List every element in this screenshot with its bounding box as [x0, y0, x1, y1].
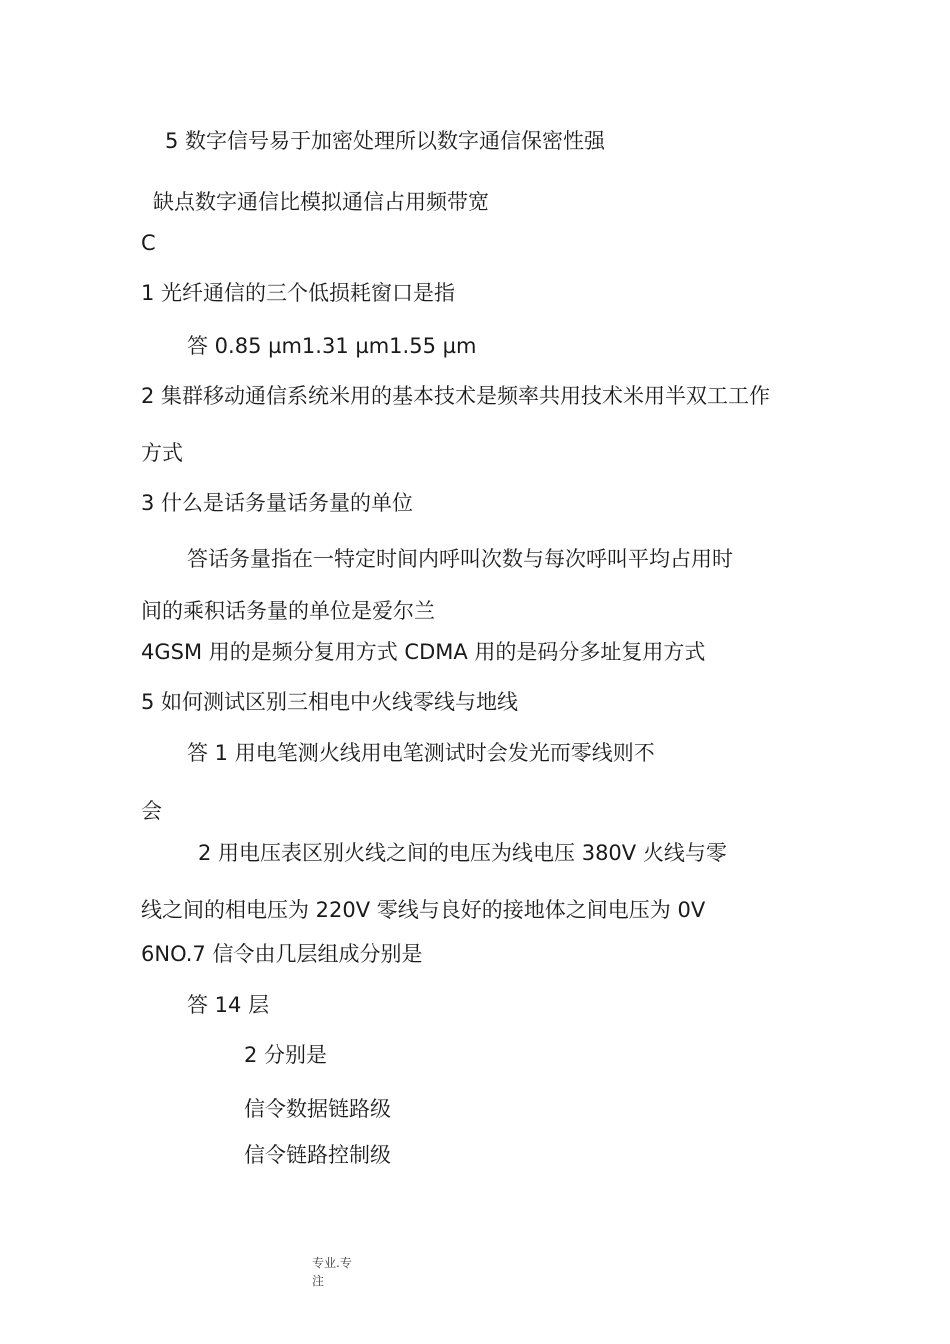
- text-line: 1 光纤通信的三个低损耗窗口是指: [141, 281, 456, 305]
- text-line: 2 分别是: [244, 1043, 328, 1067]
- text-line: 间的乘积话务量的单位是爱尔兰: [141, 599, 435, 623]
- text-line: 2 用电压表区别火线之间的电压为线电压 380V 火线与零: [198, 841, 727, 865]
- text-line: 信令数据链路级: [244, 1097, 391, 1121]
- text-line: 6NO.7 信令由几层组成分别是: [141, 942, 423, 966]
- text-line: 4GSM 用的是频分复用方式 CDMA 用的是码分多址复用方式: [141, 640, 706, 664]
- text-line: C: [141, 231, 156, 255]
- text-line: 信令链路控制级: [244, 1143, 391, 1167]
- text-line: 会: [141, 799, 162, 823]
- text-line: 5 数字信号易于加密处理所以数字通信保密性强: [165, 129, 606, 153]
- footer-line: 注: [312, 1274, 325, 1288]
- text-line: 答 14 层: [187, 993, 270, 1017]
- text-line: 3 什么是话务量话务量的单位: [141, 491, 414, 515]
- text-line: 答话务量指在一特定时间内呼叫次数与每次呼叫平均占用时: [187, 547, 733, 571]
- text-line: 5 如何测试区别三相电中火线零线与地线: [141, 690, 519, 714]
- text-line: 缺点数字通信比模拟通信占用频带宽: [153, 190, 489, 214]
- text-line: 答 1 用电笔测火线用电笔测试时会发光而零线则不: [187, 741, 655, 765]
- text-line: 方式: [141, 441, 183, 465]
- text-line: 2 集群移动通信系统米用的基本技术是频率共用技术米用半双工工作: [141, 384, 771, 408]
- footer-line: 专业.专: [312, 1256, 352, 1270]
- text-line: 线之间的相电压为 220V 零线与良好的接地体之间电压为 0V: [141, 898, 706, 922]
- text-line: 答 0.85 µm1.31 µm1.55 µm: [187, 334, 477, 358]
